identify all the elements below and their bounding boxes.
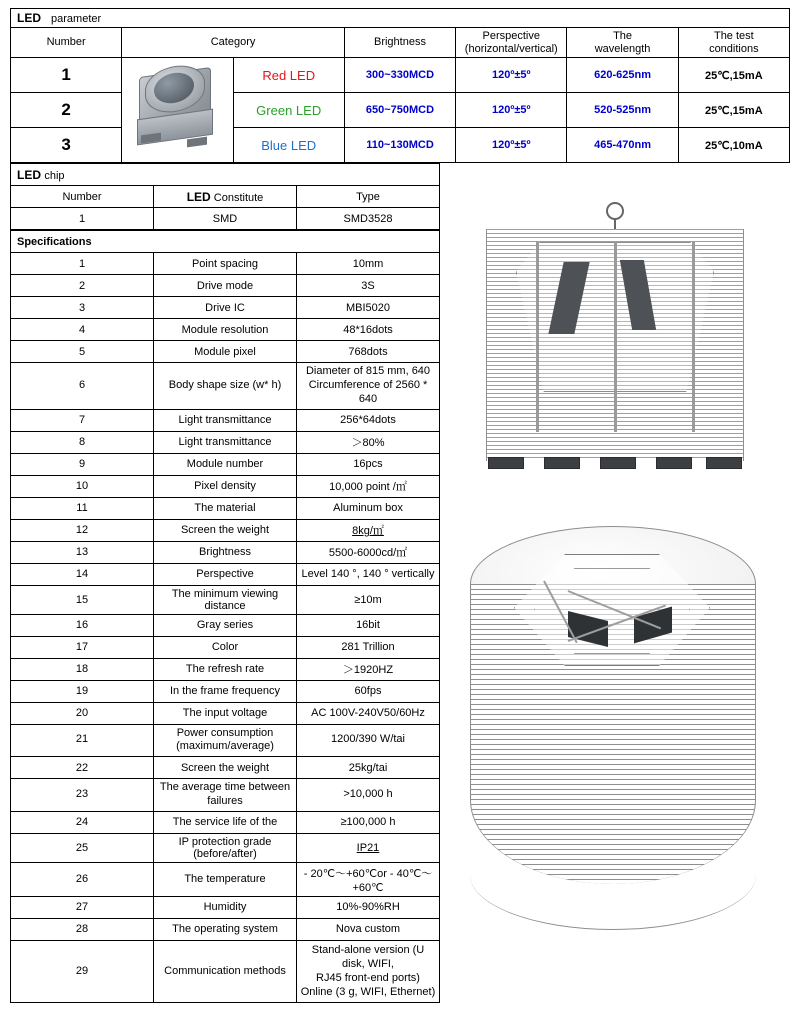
table-row [11, 253, 440, 275]
led-parameter-table [10, 8, 790, 163]
row-item: The input voltage [154, 702, 297, 724]
table-row [11, 724, 440, 757]
row-value: 16bit [297, 614, 440, 636]
header-test-conditions [678, 28, 789, 58]
table-row [11, 918, 440, 940]
row-number: 1 [11, 208, 154, 230]
table-row [11, 563, 440, 585]
row-value: - 20℃～+60℃or - 40℃～+60℃ [297, 862, 440, 896]
row-number: 7 [11, 409, 154, 431]
row-value: IP21 [297, 833, 440, 862]
base-foot [706, 457, 742, 469]
row-value: ＞1920HZ [297, 658, 440, 680]
row-item: The material [154, 497, 297, 519]
table-row [11, 811, 440, 833]
row-number: 4 [11, 319, 154, 341]
header-wavelength-line1: The [613, 30, 633, 42]
row-value: 281 Trillion [297, 636, 440, 658]
row-number: 17 [11, 636, 154, 658]
header-perspective-line1: Perspective [482, 30, 540, 42]
table-row [11, 702, 440, 724]
row-number: 19 [11, 680, 154, 702]
row-item: Pixel density [154, 475, 297, 497]
led-parameter-title [11, 9, 790, 28]
row-item: Screen the weight [154, 519, 297, 541]
row-item: Communication methods [154, 940, 297, 1002]
row-value: Aluminum box [297, 497, 440, 519]
row-number: 29 [11, 940, 154, 1002]
row-wavelength: 620-625nm [567, 58, 678, 93]
table-row [11, 940, 440, 1002]
row-value: ＞80% [297, 431, 440, 453]
row-number: 6 [11, 363, 154, 409]
row-number: 20 [11, 702, 154, 724]
led-parameter-title-sub: parameter [51, 13, 102, 25]
row-value: 256*64dots [297, 409, 440, 431]
row-perspective: 120º±5º [456, 128, 567, 163]
specifications-title: Specifications [11, 231, 440, 253]
row-number: 18 [11, 658, 154, 680]
row-number: 24 [11, 811, 154, 833]
table-row [11, 757, 440, 779]
row-item: Drive IC [154, 297, 297, 319]
cylindrical-screen-perspective-image [440, 512, 790, 982]
base-foot [544, 457, 580, 469]
row-number: 5 [11, 341, 154, 363]
header-brightness: Brightness [344, 28, 455, 58]
row-number: 3 [11, 128, 122, 163]
row-value: AC 100V-240V50/60Hz [297, 702, 440, 724]
header-wavelength-line2: wavelength [594, 42, 651, 55]
row-led-name: Blue LED [233, 128, 344, 163]
front-view-drawing [458, 202, 772, 492]
led-chip-header-row [11, 186, 440, 208]
row-value: 5500-6000cd/㎡ [297, 541, 440, 563]
row-number: 13 [11, 541, 154, 563]
row-value: >10,000 h [297, 779, 440, 812]
table-row [11, 614, 440, 636]
table-row [11, 475, 440, 497]
led-parameter-title-main: LED [17, 11, 41, 25]
led-chip-title [11, 164, 440, 186]
table-row [11, 497, 440, 519]
row-value: ≥10m [297, 585, 440, 614]
row-item: Color [154, 636, 297, 658]
header-number: Number [11, 186, 154, 208]
header-constitute [154, 186, 297, 208]
row-value: Stand-alone version (U disk, WIFI, RJ45 front-end ports) Online (3 g, WIFI, Ethernet) [297, 940, 440, 1002]
base-foot [600, 457, 636, 469]
truss-vertical-center [614, 242, 617, 432]
row-item: The average time between failures [154, 779, 297, 812]
table-row [11, 453, 440, 475]
row-test-conditions: 25℃,15mA [678, 58, 789, 93]
row-item: IP protection grade (before/after) [154, 833, 297, 862]
header-number: Number [11, 28, 122, 58]
row-item: Brightness [154, 541, 297, 563]
table-row [11, 297, 440, 319]
row-item: Gray series [154, 614, 297, 636]
header-wavelength [567, 28, 678, 58]
table-row [11, 341, 440, 363]
header-constitute-main: LED [186, 189, 211, 204]
table-row [11, 409, 440, 431]
row-number: 25 [11, 833, 154, 862]
row-number: 28 [11, 918, 154, 940]
row-brightness: 110~130MCD [344, 128, 455, 163]
row-item: The refresh rate [154, 658, 297, 680]
table-row [11, 319, 440, 341]
row-number: 8 [11, 431, 154, 453]
header-perspective-line2: (horizontal/vertical) [464, 42, 558, 55]
header-constitute-sub: Constitute [213, 191, 264, 204]
row-perspective: 120º±5º [456, 93, 567, 128]
row-value: 10%-90%RH [297, 896, 440, 918]
table-row [11, 779, 440, 812]
row-number: 10 [11, 475, 154, 497]
led-chip-image [122, 58, 233, 163]
row-value: 48*16dots [297, 319, 440, 341]
row-number: 12 [11, 519, 154, 541]
table-row [11, 636, 440, 658]
row-number: 21 [11, 724, 154, 757]
table-row [11, 363, 440, 409]
table-row [11, 680, 440, 702]
smd-led-icon [127, 58, 227, 162]
row-item: The operating system [154, 918, 297, 940]
table-row [11, 833, 440, 862]
row-item: The service life of the [154, 811, 297, 833]
row-number: 14 [11, 563, 154, 585]
row-value: 768dots [297, 341, 440, 363]
row-item: Perspective [154, 563, 297, 585]
row-value: 10mm [297, 253, 440, 275]
row-value: Diameter of 815 mm, 640 Circumference of 2560 * 640 [297, 363, 440, 409]
table-row [11, 862, 440, 896]
row-number: 11 [11, 497, 154, 519]
led-parameter-title-row [11, 9, 790, 28]
header-test-line1: The test [713, 30, 754, 42]
header-category: Category [122, 28, 345, 58]
led-chip-title-row [11, 164, 440, 186]
row-wavelength: 520-525nm [567, 93, 678, 128]
led-chip-table [10, 163, 440, 230]
row-number: 2 [11, 275, 154, 297]
row-item: Point spacing [154, 253, 297, 275]
base-feet-group [486, 457, 744, 471]
row-item: The minimum viewing distance [154, 585, 297, 614]
row-item: In the frame frequency [154, 680, 297, 702]
row-item: Screen the weight [154, 757, 297, 779]
row-number: 9 [11, 453, 154, 475]
row-number: 1 [11, 253, 154, 275]
row-item: Light transmittance [154, 431, 297, 453]
cylindrical-screen-front-image [440, 192, 790, 492]
row-item: Power consumption (maximum/average) [154, 724, 297, 757]
truss-vertical-left [536, 242, 539, 432]
row-number: 2 [11, 93, 122, 128]
table-row [11, 585, 440, 614]
row-test-conditions: 25℃,15mA [678, 93, 789, 128]
truss-vertical-right [692, 242, 695, 432]
table-row [11, 896, 440, 918]
row-item: Module resolution [154, 319, 297, 341]
table-row [11, 58, 790, 93]
row-value: 10,000 point /㎡ [297, 475, 440, 497]
row-value: 1200/390 W/tai [297, 724, 440, 757]
base-foot [488, 457, 524, 469]
row-item: Drive mode [154, 275, 297, 297]
row-number: 3 [11, 297, 154, 319]
row-number: 16 [11, 614, 154, 636]
header-test-line2: conditions [709, 42, 759, 55]
row-value: 3S [297, 275, 440, 297]
product-images [440, 192, 790, 1022]
row-perspective: 120º±5º [456, 58, 567, 93]
row-brightness: 300~330MCD [344, 58, 455, 93]
row-number: 26 [11, 862, 154, 896]
perspective-view-drawing [448, 520, 782, 975]
row-value: 8kg/㎡ [297, 519, 440, 541]
row-item: The temperature [154, 862, 297, 896]
row-value: MBI5020 [297, 297, 440, 319]
row-number: 27 [11, 896, 154, 918]
table-row [11, 208, 440, 230]
row-constitute: SMD [154, 208, 297, 230]
hook-stem [614, 219, 616, 229]
row-item: Humidity [154, 896, 297, 918]
row-value: 60fps [297, 680, 440, 702]
hook-ring-icon [606, 202, 624, 220]
row-number: 23 [11, 779, 154, 812]
row-value: 16pcs [297, 453, 440, 475]
left-column [10, 163, 440, 1002]
row-led-name: Red LED [233, 58, 344, 93]
row-number: 15 [11, 585, 154, 614]
row-item: Module pixel [154, 341, 297, 363]
specifications-table [10, 230, 440, 1002]
table-row [11, 519, 440, 541]
table-row [11, 541, 440, 563]
row-value: 25kg/tai [297, 757, 440, 779]
header-type: Type [297, 186, 440, 208]
row-value: Level 140 °, 140 ° vertically [297, 563, 440, 585]
row-value: Nova custom [297, 918, 440, 940]
specifications-title-row [11, 231, 440, 253]
row-item: Module number [154, 453, 297, 475]
row-wavelength: 465-470nm [567, 128, 678, 163]
table-row [11, 658, 440, 680]
row-value: ≥100,000 h [297, 811, 440, 833]
table-row [11, 275, 440, 297]
led-chip-title-main: LED [17, 167, 41, 182]
row-brightness: 650~750MCD [344, 93, 455, 128]
led-parameter-header-row [11, 28, 790, 58]
row-number: 22 [11, 757, 154, 779]
row-led-name: Green LED [233, 93, 344, 128]
cylinder-bottom-edge [470, 820, 756, 930]
specifications-body [11, 253, 440, 1002]
base-foot [656, 457, 692, 469]
table-row [11, 431, 440, 453]
row-number: 1 [11, 58, 122, 93]
row-type: SMD3528 [297, 208, 440, 230]
led-chip-title-sub: chip [44, 169, 65, 182]
row-item: Body shape size (w* h) [154, 363, 297, 409]
row-item: Light transmittance [154, 409, 297, 431]
row-test-conditions: 25℃,10mA [678, 128, 789, 163]
header-perspective [456, 28, 567, 58]
